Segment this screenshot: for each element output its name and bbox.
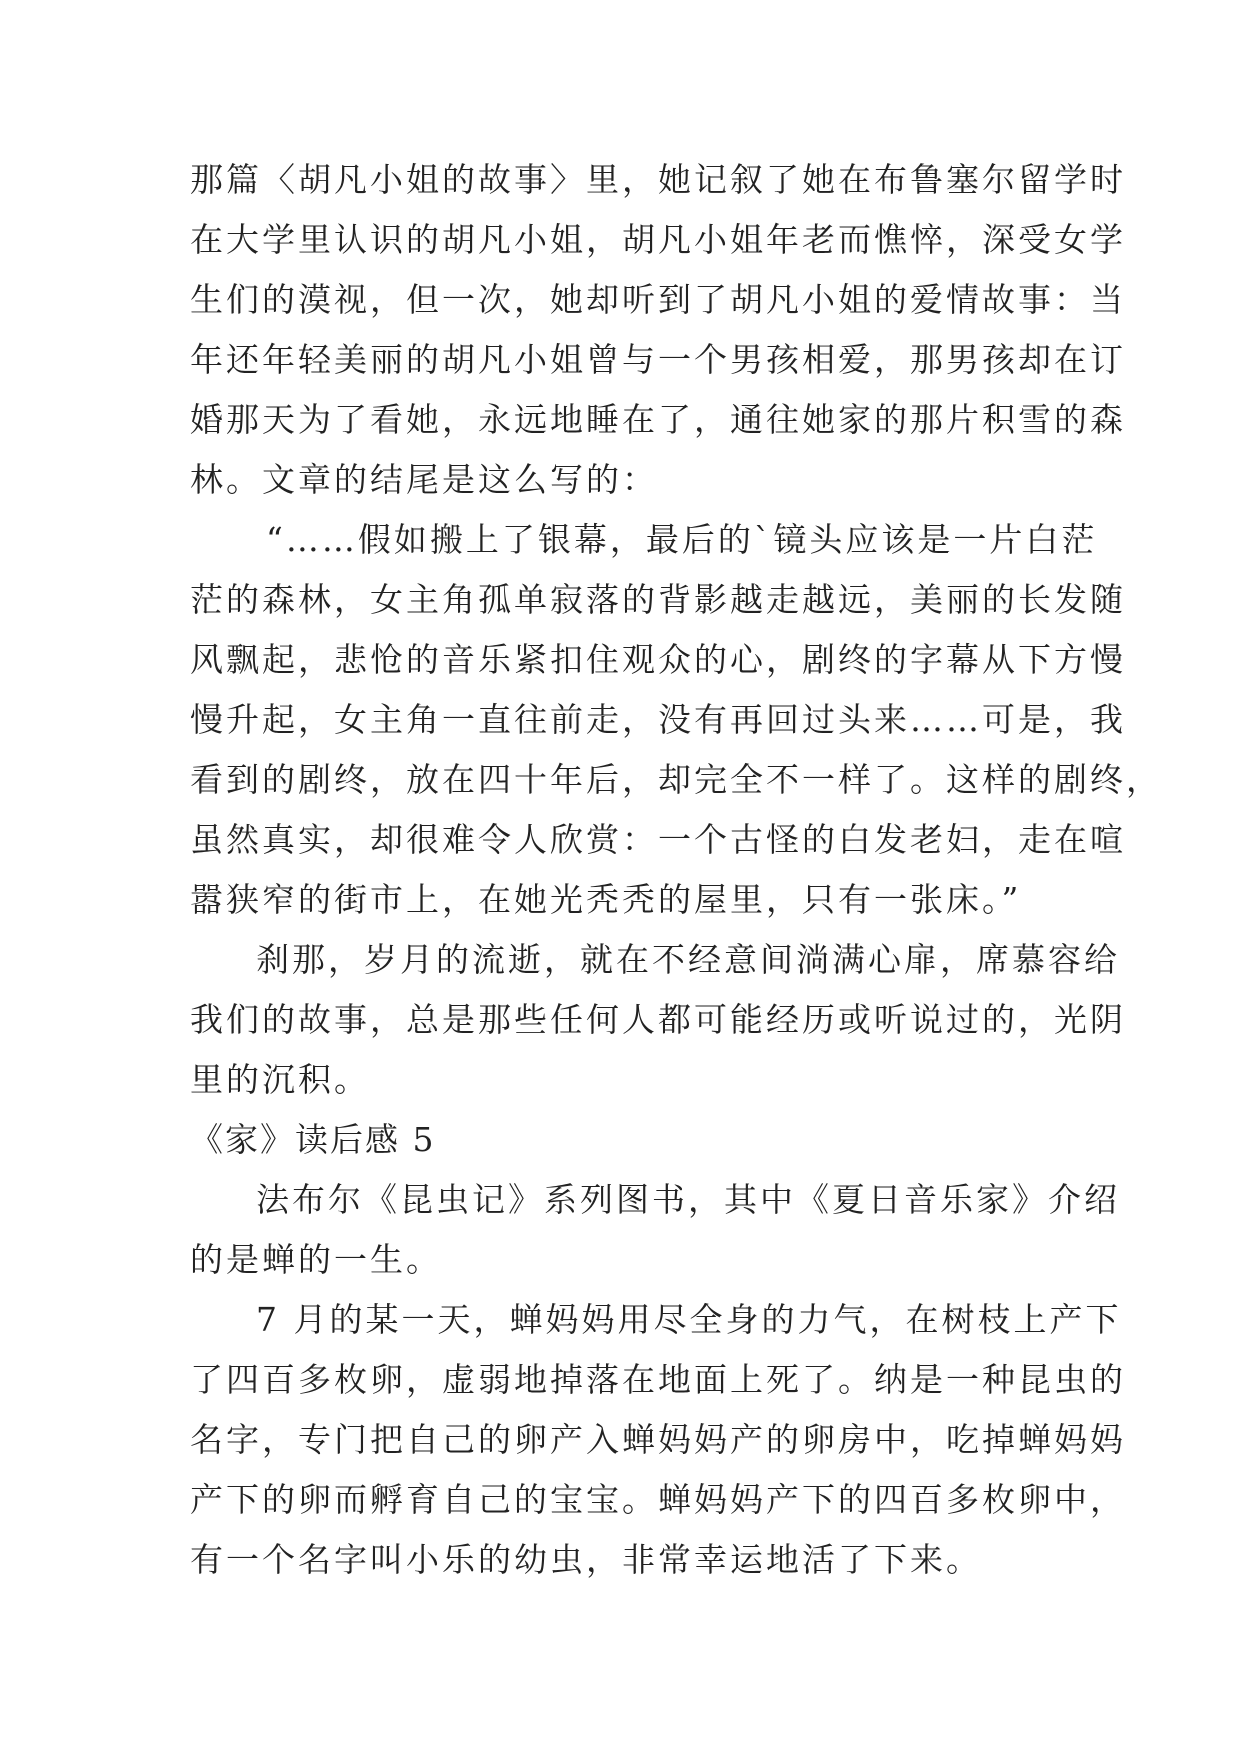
quote-line: “……假如搬上了银幕，最后的`镜头应该是一片白茫 — [266, 520, 1098, 559]
quote-line: 嚣狭窄的街市上，在她光秃秃的屋里，只有一张床。” — [190, 880, 1022, 919]
text-line: 年还年轻美丽的胡凡小姐曾与一个男孩相爱，那男孩却在订 — [190, 340, 1126, 379]
text-line: 林。文章的结尾是这么写的： — [190, 460, 658, 499]
text-line: 法布尔《昆虫记》系列图书，其中《夏日音乐家》介绍 — [256, 1180, 1120, 1219]
quote-line: 茫的森林，女主角孤单寂落的背影越走越远，美丽的长发随 — [190, 580, 1126, 619]
text-line: 那篇〈胡凡小姐的故事〉里，她记叙了她在布鲁塞尔留学时 — [190, 160, 1126, 199]
text-line: 产下的卵而孵育自己的宝宝。蝉妈妈产下的四百多枚卵中， — [190, 1480, 1126, 1519]
text-line: 刹那，岁月的流逝，就在不经意间淌满心扉，席慕容给 — [256, 940, 1120, 979]
quote-line: 看到的剧终，放在四十年后，却完全不一样了。这样的剧终， — [190, 760, 1162, 799]
text-line: 里的沉积。 — [190, 1060, 370, 1099]
text-line: 婚那天为了看她，永远地睡在了，通往她家的那片积雪的森 — [190, 400, 1126, 439]
section-heading: 《家》读后感 5 — [190, 1120, 436, 1159]
text-line: 生们的漠视，但一次，她却听到了胡凡小姐的爱情故事：当 — [190, 280, 1126, 319]
text-line: 在大学里认识的胡凡小姐，胡凡小姐年老而憔悴，深受女学 — [190, 220, 1126, 259]
text-line: 有一个名字叫小乐的幼虫，非常幸运地活了下来。 — [190, 1540, 982, 1579]
text-line: 了四百多枚卵，虚弱地掉落在地面上死了。纳是一种昆虫的 — [190, 1360, 1126, 1399]
text-line: 名字，专门把自己的卵产入蝉妈妈产的卵房中，吃掉蝉妈妈 — [190, 1420, 1126, 1459]
text-line: 的是蝉的一生。 — [190, 1240, 442, 1279]
quote-line: 慢升起，女主角一直往前走，没有再回过头来……可是，我 — [190, 700, 1126, 739]
text-line: 我们的故事，总是那些任何人都可能经历或听说过的，光阴 — [190, 1000, 1126, 1039]
quote-line: 风飘起，悲怆的音乐紧扣住观众的心，剧终的字幕从下方慢 — [190, 640, 1126, 679]
quote-line: 虽然真实，却很难令人欣赏：一个古怪的白发老妇，走在喧 — [190, 820, 1126, 859]
text-line: 7 月的某一天，蝉妈妈用尽全身的力气，在树枝上产下 — [256, 1300, 1122, 1339]
